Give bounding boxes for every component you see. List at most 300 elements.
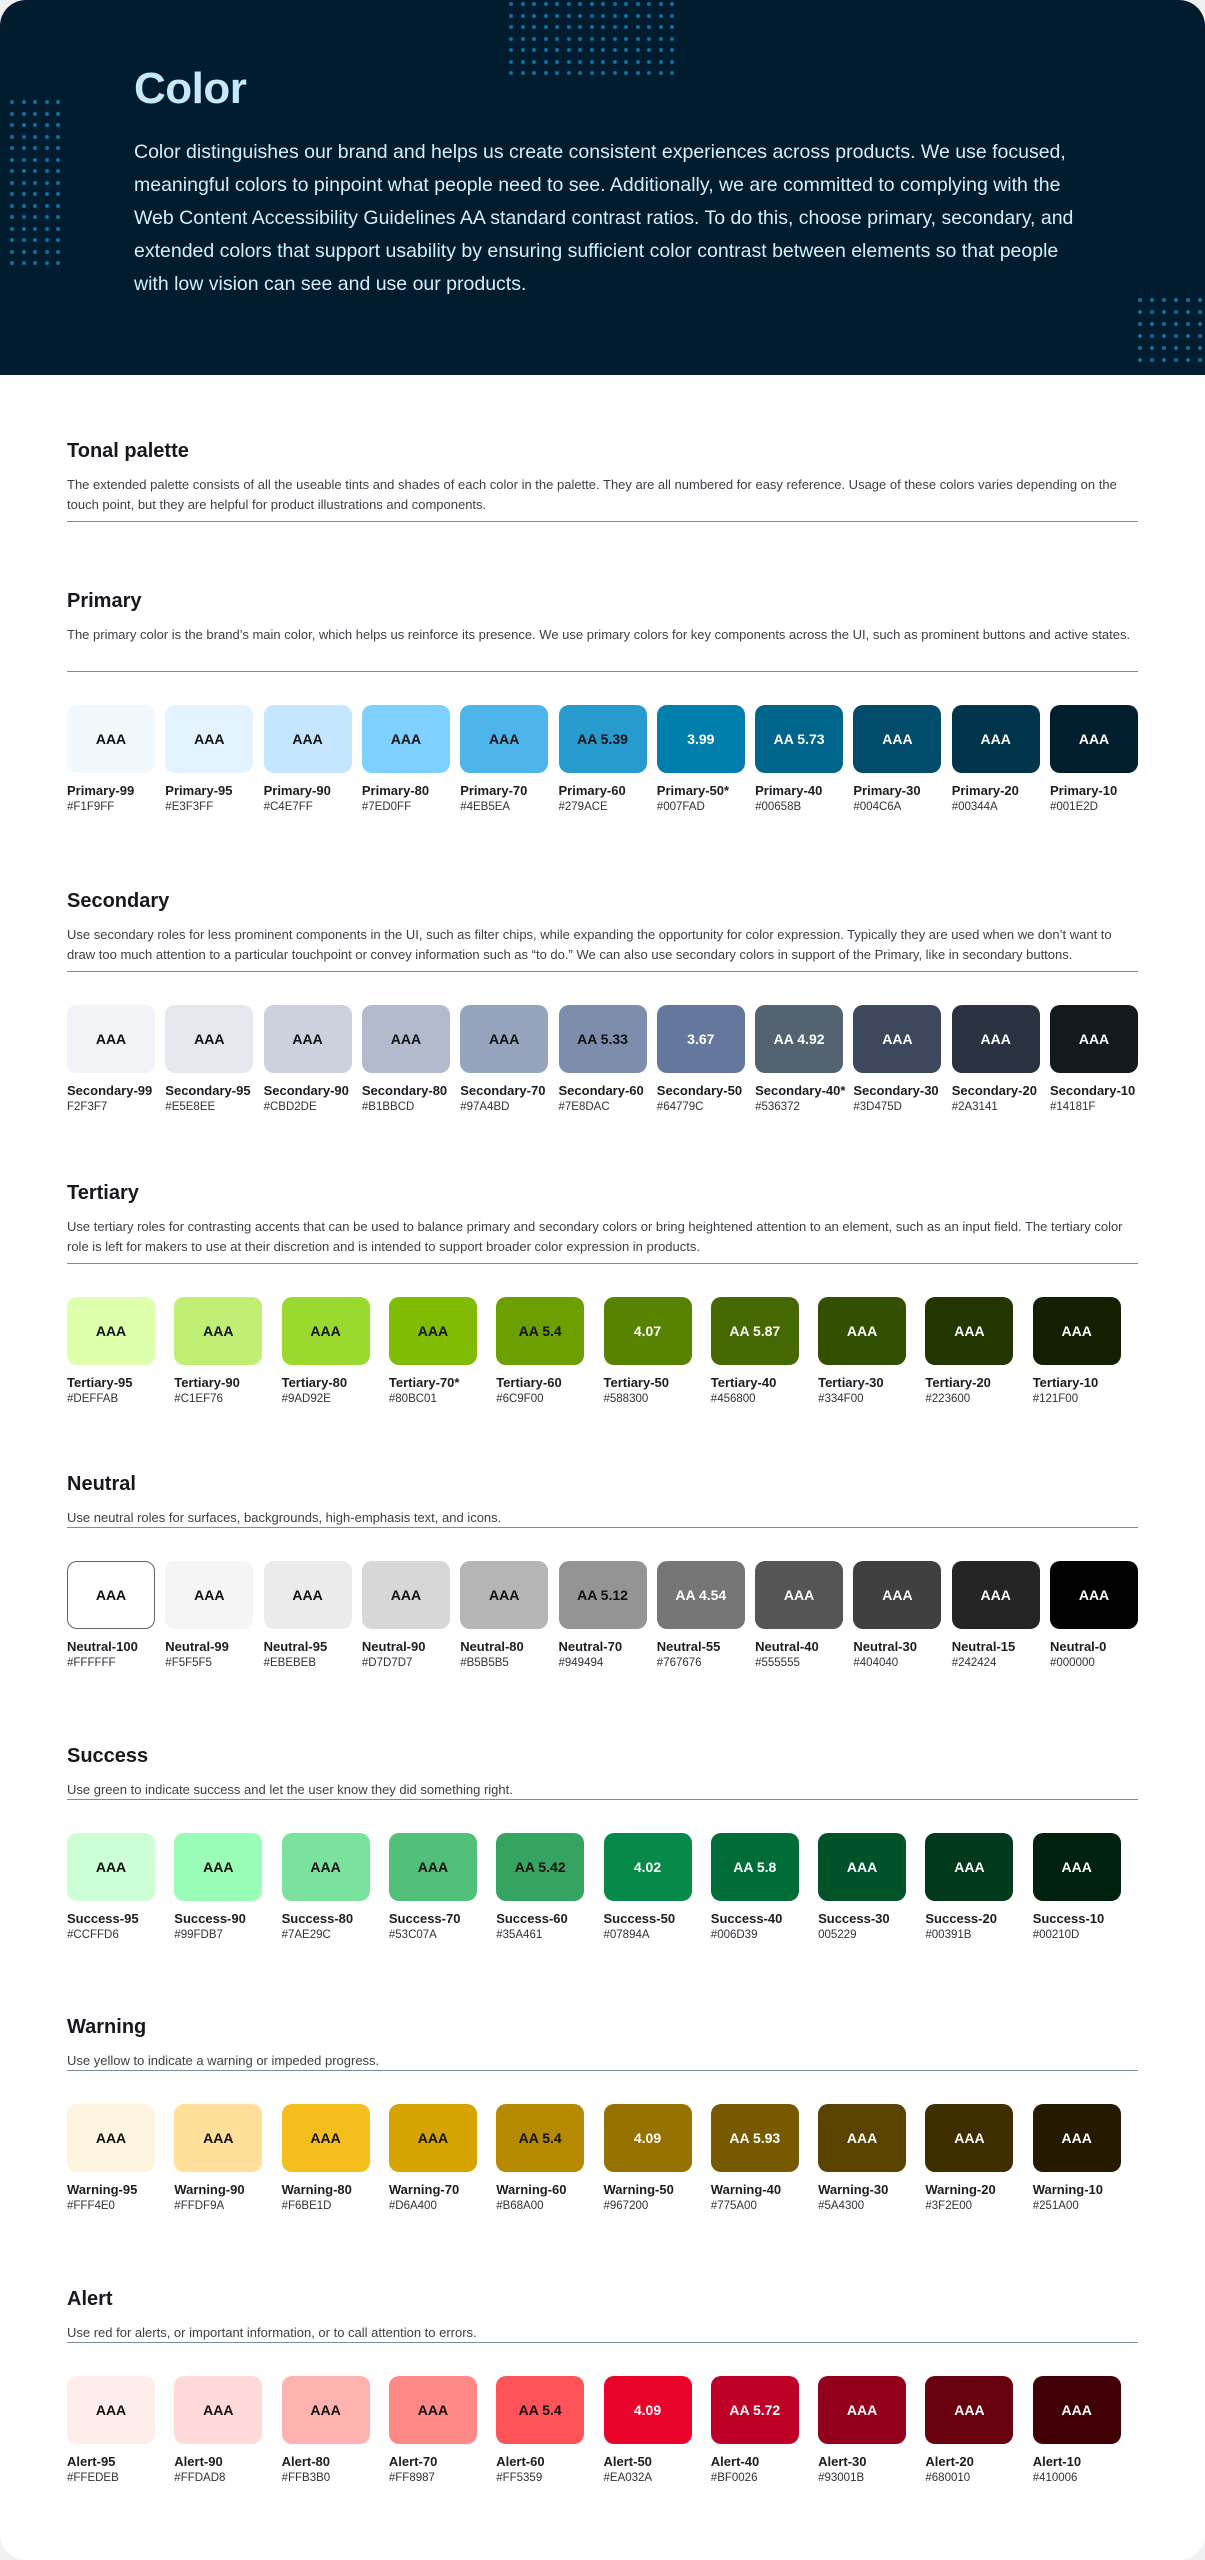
section-success <box>67 1745 1138 1941</box>
color-swatch <box>559 705 647 813</box>
color-swatch <box>1033 2104 1121 2212</box>
section-description: The extended palette consists of all the useable tints and shades of each color in the palette. They are all numbered for easy reference. Usage of these colors varies depending on the touch point, but they are helpful for product illustrations and components. <box>67 477 1117 512</box>
swatch-name: Secondary-99 <box>67 1083 153 1098</box>
contrast-rating: AAA <box>390 1587 422 1603</box>
swatch-name: Secondary-60 <box>558 1083 644 1098</box>
color-swatch <box>559 1005 647 1113</box>
section-title: Tertiary <box>67 1182 139 1204</box>
swatch-hex: #35A461 <box>496 1929 543 1941</box>
swatch-name: Secondary-95 <box>165 1083 251 1098</box>
color-swatch <box>165 1561 253 1669</box>
contrast-rating: AAA <box>417 1323 449 1339</box>
section-tertiary <box>67 1182 1138 1405</box>
color-swatch <box>818 1297 906 1405</box>
swatch-chip <box>1050 1561 1138 1629</box>
swatch-chip <box>818 1297 906 1365</box>
swatch-chip <box>1033 1833 1121 1901</box>
swatch-name: Alert-90 <box>174 2454 223 2469</box>
color-swatch <box>818 2376 906 2484</box>
swatch-hex: #93001B <box>818 2472 865 2484</box>
contrast-rating: AAA <box>292 1031 323 1047</box>
swatch-chip <box>174 1833 262 1901</box>
swatch-name: Success-30 <box>818 1911 890 1926</box>
color-swatch <box>389 2104 477 2212</box>
swatch-chip <box>67 2104 155 2172</box>
divider <box>67 971 1138 972</box>
color-swatch <box>282 1833 370 1941</box>
contrast-rating: AAA <box>417 2402 449 2418</box>
color-swatch <box>264 1561 352 1669</box>
contrast-rating: AAA <box>980 1031 1011 1047</box>
swatch-hex: #967200 <box>603 2200 649 2212</box>
swatch-hex: F2F3F7 <box>67 1101 108 1113</box>
color-swatch <box>165 705 253 813</box>
color-swatch <box>925 2376 1013 2484</box>
contrast-rating: AAA <box>1061 2130 1092 2146</box>
swatch-hex: #FF8987 <box>388 2472 435 2484</box>
swatch-hex: #00344A <box>951 801 998 813</box>
swatch-hex: #555555 <box>755 1657 800 1669</box>
swatch-name: Primary-80 <box>361 783 430 798</box>
section-title: Secondary <box>67 890 170 912</box>
swatch-chip <box>67 1561 155 1629</box>
swatch-name: Secondary-10 <box>1050 1083 1136 1098</box>
color-swatch <box>604 2104 692 2212</box>
color-swatch <box>67 2104 155 2212</box>
swatch-hex: #CCFFD6 <box>67 1929 119 1941</box>
swatch-hex: #B1BBCD <box>361 1101 415 1113</box>
contrast-rating: AAA <box>980 731 1011 747</box>
swatch-chip <box>460 705 548 773</box>
color-swatch <box>67 705 155 813</box>
contrast-rating: AAA <box>194 731 225 747</box>
contrast-rating: AAA <box>1061 2402 1092 2418</box>
divider <box>67 1263 1138 1264</box>
contrast-rating: AA 5.4 <box>518 2402 562 2418</box>
color-swatch <box>389 1297 477 1405</box>
color-swatch <box>755 1005 846 1113</box>
page-title: Color <box>134 64 247 113</box>
swatch-chip <box>711 1833 799 1901</box>
swatch-chip <box>460 1005 548 1073</box>
swatch-chip <box>362 705 450 773</box>
contrast-rating: AAA <box>954 1859 985 1875</box>
color-swatch <box>1033 2376 1121 2484</box>
swatch-name: Alert-70 <box>388 2454 438 2469</box>
swatch-hex: #007FAD <box>656 801 705 813</box>
swatch-hex: #07894A <box>603 1929 650 1941</box>
swatch-chip <box>818 2104 906 2172</box>
swatch-chip <box>657 1005 745 1073</box>
contrast-rating: AAA <box>417 1859 449 1875</box>
swatch-chip <box>460 1561 548 1629</box>
swatch-name: Secondary-20 <box>951 1083 1037 1098</box>
swatch-name: Secondary-80 <box>361 1083 448 1098</box>
swatch-chip <box>174 1297 262 1365</box>
swatch-name: Alert-80 <box>281 2454 331 2469</box>
swatch-chip <box>711 1297 799 1365</box>
swatch-chip <box>496 1297 584 1365</box>
color-swatch <box>1050 1561 1138 1669</box>
contrast-rating: AAA <box>95 1323 127 1339</box>
swatch-name: Primary-40 <box>755 783 823 798</box>
contrast-rating: AA 5.12 <box>577 1587 628 1603</box>
swatch-name: Primary-50* <box>656 783 730 798</box>
swatch-name: Secondary-50 <box>656 1083 743 1098</box>
contrast-rating: AAA <box>194 1031 225 1047</box>
swatch-hex: #C1EF76 <box>174 1393 223 1405</box>
contrast-rating: AA 5.73 <box>773 731 825 747</box>
color-swatch <box>174 2104 262 2212</box>
contrast-rating: AA 5.4 <box>518 1323 562 1339</box>
color-swatch <box>264 1005 352 1113</box>
swatch-hex: #E3F3FF <box>165 801 214 813</box>
swatch-chip <box>165 1561 253 1629</box>
section-description: Use tertiary roles for contrasting accents that can be used to balance primary and secondary colors or bring heightened attention to an element, such as an input field. The tertiary color role is left for makers to use at their discretion and is intended to support broader color expression in products. <box>67 1219 1123 1254</box>
contrast-rating: AA 5.72 <box>729 2402 781 2418</box>
swatch-chip <box>264 1561 352 1629</box>
section-warning <box>67 2016 1138 2212</box>
swatch-name: Warning-90 <box>174 2182 245 2197</box>
contrast-rating: AAA <box>310 1323 341 1339</box>
color-swatch <box>67 1561 155 1669</box>
section-title: Neutral <box>67 1473 136 1495</box>
color-swatch <box>559 1561 647 1669</box>
swatch-name: Tertiary-80 <box>281 1375 348 1390</box>
contrast-rating: AAA <box>846 1859 878 1875</box>
decorative-dot-grid <box>1138 298 1205 368</box>
divider <box>67 521 1138 522</box>
contrast-rating: AA 5.33 <box>577 1031 628 1047</box>
swatch-chip <box>389 2104 477 2172</box>
swatch-name: Alert-50 <box>603 2454 652 2469</box>
swatch-hex: #00658B <box>755 801 802 813</box>
color-swatch <box>496 2104 584 2212</box>
swatch-chip <box>952 1561 1040 1629</box>
swatch-hex: #404040 <box>853 1657 899 1669</box>
section-description: The primary color is the brand’s main color, which helps us reinforce its presence. We use primary colors for key components across the UI, such as prominent buttons and active states. <box>67 627 1131 642</box>
contrast-rating: 4.02 <box>633 1859 662 1875</box>
contrast-rating: AAA <box>489 1587 520 1603</box>
swatch-chip <box>657 1561 745 1629</box>
swatch-hex: #006D39 <box>710 1929 758 1941</box>
section-secondary <box>67 890 1138 1113</box>
color-swatch <box>604 2376 692 2484</box>
swatch-name: Neutral-90 <box>361 1639 426 1654</box>
swatch-name: Alert-10 <box>1032 2454 1082 2469</box>
contrast-rating: AAA <box>882 731 913 747</box>
color-swatch <box>952 1005 1040 1113</box>
color-swatch <box>711 2376 799 2484</box>
swatch-chip <box>67 1297 155 1365</box>
swatch-name: Warning-40 <box>710 2182 782 2197</box>
contrast-rating: 3.99 <box>687 731 715 747</box>
contrast-rating: AAA <box>1061 1323 1092 1339</box>
contrast-rating: 4.09 <box>633 2402 662 2418</box>
swatch-name: Primary-95 <box>165 783 233 798</box>
color-swatch <box>657 1005 745 1113</box>
swatch-hex: #FFDF9A <box>174 2200 225 2212</box>
swatch-chip <box>559 705 647 773</box>
swatch-hex: #410006 <box>1032 2472 1078 2484</box>
color-swatch <box>460 1561 548 1669</box>
contrast-rating: AA 5.87 <box>729 1323 781 1339</box>
color-swatch <box>1050 705 1138 813</box>
swatch-hex: #2A3141 <box>951 1101 998 1113</box>
swatch-chip <box>925 2104 1013 2172</box>
color-swatch <box>925 1833 1013 1941</box>
swatch-chip <box>67 705 155 773</box>
contrast-rating: AA 5.4 <box>518 2130 562 2146</box>
contrast-rating: AAA <box>203 1859 234 1875</box>
swatch-name: Neutral-95 <box>263 1639 328 1654</box>
contrast-rating: AA 4.54 <box>675 1587 727 1603</box>
swatch-hex: #FFF4E0 <box>67 2200 115 2212</box>
swatch-name: Success-10 <box>1032 1911 1105 1926</box>
contrast-rating: AAA <box>1061 1859 1092 1875</box>
swatch-hex: #251A00 <box>1032 2200 1079 2212</box>
swatch-name: Neutral-55 <box>656 1639 721 1654</box>
swatch-chip <box>818 1833 906 1901</box>
contrast-rating: AAA <box>95 731 127 747</box>
swatch-hex: #E5E8EE <box>165 1101 216 1113</box>
swatch-name: Tertiary-90 <box>174 1375 240 1390</box>
contrast-rating: AA 4.92 <box>773 1031 825 1047</box>
swatch-name: Primary-90 <box>263 783 331 798</box>
swatch-chip <box>496 2376 584 2444</box>
swatch-chip <box>818 2376 906 2444</box>
swatch-chip <box>604 2376 692 2444</box>
contrast-rating: AAA <box>1078 1587 1110 1603</box>
swatch-hex: #CBD2DE <box>263 1101 317 1113</box>
swatch-name: Success-50 <box>603 1911 676 1926</box>
contrast-rating: AAA <box>954 2130 985 2146</box>
swatch-name: Neutral-40 <box>755 1639 819 1654</box>
contrast-rating: AAA <box>95 1031 127 1047</box>
contrast-rating: AAA <box>980 1587 1011 1603</box>
color-swatch <box>67 1005 155 1113</box>
swatch-hex: #F6BE1D <box>281 2200 332 2212</box>
color-swatch <box>604 1833 692 1941</box>
color-swatch <box>818 1833 906 1941</box>
swatch-hex: #00391B <box>925 1929 972 1941</box>
swatch-chip <box>282 1833 370 1901</box>
swatch-chip <box>389 1297 477 1365</box>
contrast-rating: 3.67 <box>687 1031 715 1047</box>
swatch-chip <box>1050 1005 1138 1073</box>
contrast-rating: AAA <box>203 2402 234 2418</box>
contrast-rating: AAA <box>417 2130 449 2146</box>
color-swatch <box>853 705 941 813</box>
swatch-chip <box>67 1005 155 1073</box>
swatch-name: Primary-99 <box>67 783 135 798</box>
contrast-rating: AAA <box>390 1031 422 1047</box>
section-description: Use green to indicate success and let the user know they did something right. <box>67 1782 513 1797</box>
swatch-hex: #000000 <box>1050 1657 1095 1669</box>
swatch-hex: #334F00 <box>818 1393 864 1405</box>
color-swatch <box>711 1833 799 1941</box>
swatch-name: Success-60 <box>496 1911 568 1926</box>
color-swatch <box>264 705 352 813</box>
swatch-chip <box>174 2376 262 2444</box>
swatch-chip <box>853 1561 941 1629</box>
contrast-rating: AAA <box>95 1859 127 1875</box>
color-swatch <box>1033 1833 1121 1941</box>
color-swatch <box>853 1005 941 1113</box>
color-swatch <box>67 1833 155 1941</box>
color-swatch <box>1050 1005 1138 1113</box>
swatch-name: Primary-70 <box>460 783 528 798</box>
color-swatch <box>67 2376 155 2484</box>
section-title: Primary <box>67 590 142 612</box>
color-swatch <box>282 2376 370 2484</box>
divider <box>67 2070 1138 2071</box>
color-swatch <box>496 1297 584 1405</box>
section-description: Use neutral roles for surfaces, backgrounds, high-emphasis text, and icons. <box>67 1510 502 1525</box>
swatch-name: Success-20 <box>925 1911 997 1926</box>
swatch-hex: #F5F5F5 <box>165 1657 212 1669</box>
swatch-hex: #97A4BD <box>460 1101 510 1113</box>
contrast-rating: AAA <box>489 1031 520 1047</box>
contrast-rating: AAA <box>194 1587 225 1603</box>
contrast-rating: AAA <box>95 1587 127 1603</box>
color-swatch <box>362 1561 450 1669</box>
color-swatch <box>952 705 1040 813</box>
decorative-dot-grid <box>10 100 60 270</box>
swatch-hex: #53C07A <box>388 1929 437 1941</box>
swatch-name: Secondary-30 <box>853 1083 939 1098</box>
section-alert <box>67 2288 1138 2484</box>
swatch-name: Warning-50 <box>603 2182 674 2197</box>
swatch-hex: #279ACE <box>558 801 608 813</box>
swatch-hex: #FFEDEB <box>67 2472 119 2484</box>
contrast-rating: 4.07 <box>633 1323 662 1339</box>
swatch-name: Neutral-30 <box>853 1639 917 1654</box>
swatch-hex: #7AE29C <box>281 1929 331 1941</box>
swatch-name: Tertiary-30 <box>818 1375 884 1390</box>
swatch-hex: #680010 <box>925 2472 971 2484</box>
swatch-chip <box>362 1561 450 1629</box>
swatch-name: Warning-10 <box>1032 2182 1103 2197</box>
swatch-hex: #B68A00 <box>496 2200 544 2212</box>
swatch-hex: #D6A400 <box>388 2200 437 2212</box>
swatch-chip <box>853 705 941 773</box>
contrast-rating: AAA <box>954 2402 985 2418</box>
swatch-chip <box>264 1005 352 1073</box>
swatch-chip <box>282 1297 370 1365</box>
contrast-rating: AAA <box>1078 1031 1110 1047</box>
color-swatch <box>711 1297 799 1405</box>
swatch-hex: #4EB5EA <box>460 801 511 813</box>
swatch-name: Neutral-100 <box>67 1639 138 1654</box>
color-swatch <box>952 1561 1040 1669</box>
color-swatch <box>657 705 745 813</box>
swatch-chip <box>1033 2104 1121 2172</box>
color-swatch <box>165 1005 253 1113</box>
contrast-rating: AAA <box>489 731 520 747</box>
swatch-name: Alert-40 <box>710 2454 760 2469</box>
swatch-chip <box>952 1005 1040 1073</box>
contrast-rating: AA 5.8 <box>733 1859 777 1875</box>
section-neutral <box>67 1473 1138 1669</box>
swatch-name: Secondary-70 <box>460 1083 546 1098</box>
divider <box>67 2342 1138 2343</box>
contrast-rating: AAA <box>310 1859 341 1875</box>
hero-banner <box>0 0 1205 375</box>
swatch-hex: #EBEBEB <box>263 1657 317 1669</box>
swatch-hex: #9AD92E <box>281 1393 331 1405</box>
swatch-name: Warning-80 <box>281 2182 352 2197</box>
color-swatch <box>657 1561 745 1669</box>
swatch-hex: #588300 <box>603 1393 649 1405</box>
swatch-chip <box>657 705 745 773</box>
contrast-rating: AAA <box>882 1031 913 1047</box>
swatch-name: Warning-95 <box>67 2182 138 2197</box>
swatch-chip <box>925 2376 1013 2444</box>
swatch-name: Warning-30 <box>818 2182 889 2197</box>
contrast-rating: AAA <box>954 1323 985 1339</box>
swatch-name: Tertiary-95 <box>67 1375 133 1390</box>
swatch-chip <box>853 1005 941 1073</box>
contrast-rating: AAA <box>390 731 422 747</box>
contrast-rating: AAA <box>1078 731 1110 747</box>
swatch-name: Tertiary-40 <box>710 1375 777 1390</box>
color-swatch <box>389 2376 477 2484</box>
contrast-rating: AAA <box>783 1587 815 1603</box>
swatch-chip <box>496 1833 584 1901</box>
swatch-chip <box>604 1833 692 1901</box>
swatch-name: Success-95 <box>67 1911 139 1926</box>
contrast-rating: AA 5.93 <box>729 2130 781 2146</box>
swatch-chip <box>559 1005 647 1073</box>
section-title: Tonal palette <box>67 440 189 462</box>
swatch-chip <box>174 2104 262 2172</box>
swatch-name: Alert-30 <box>818 2454 867 2469</box>
contrast-rating: AAA <box>203 1323 234 1339</box>
color-swatch <box>925 1297 1013 1405</box>
swatch-hex: #B5B5B5 <box>460 1657 509 1669</box>
swatch-chip <box>1050 705 1138 773</box>
swatch-hex: #14181F <box>1050 1101 1096 1113</box>
swatch-hex: #536372 <box>755 1101 800 1113</box>
contrast-rating: AAA <box>310 2402 341 2418</box>
swatch-name: Primary-20 <box>951 783 1019 798</box>
section-title: Success <box>67 1745 149 1767</box>
color-swatch <box>711 2104 799 2212</box>
swatch-chip <box>282 2104 370 2172</box>
swatch-name: Warning-60 <box>496 2182 567 2197</box>
swatch-name: Primary-30 <box>853 783 921 798</box>
swatch-hex: #949494 <box>558 1657 604 1669</box>
swatch-hex: #EA032A <box>603 2472 653 2484</box>
color-swatch <box>282 2104 370 2212</box>
swatch-chip <box>362 1005 450 1073</box>
color-swatch <box>174 1297 262 1405</box>
swatch-hex: #3D475D <box>853 1101 902 1113</box>
swatch-hex: #767676 <box>656 1657 702 1669</box>
swatch-hex: #80BC01 <box>388 1393 437 1405</box>
color-swatch <box>496 2376 584 2484</box>
swatch-hex: 005229 <box>818 1929 857 1941</box>
swatch-chip <box>1033 1297 1121 1365</box>
swatch-name: Warning-20 <box>925 2182 996 2197</box>
color-swatch <box>925 2104 1013 2212</box>
contrast-rating: AA 5.42 <box>514 1859 566 1875</box>
contrast-rating: AAA <box>882 1587 913 1603</box>
swatch-name: Neutral-70 <box>558 1639 623 1654</box>
decorative-dot-grid <box>509 2 679 82</box>
swatch-chip <box>604 1297 692 1365</box>
